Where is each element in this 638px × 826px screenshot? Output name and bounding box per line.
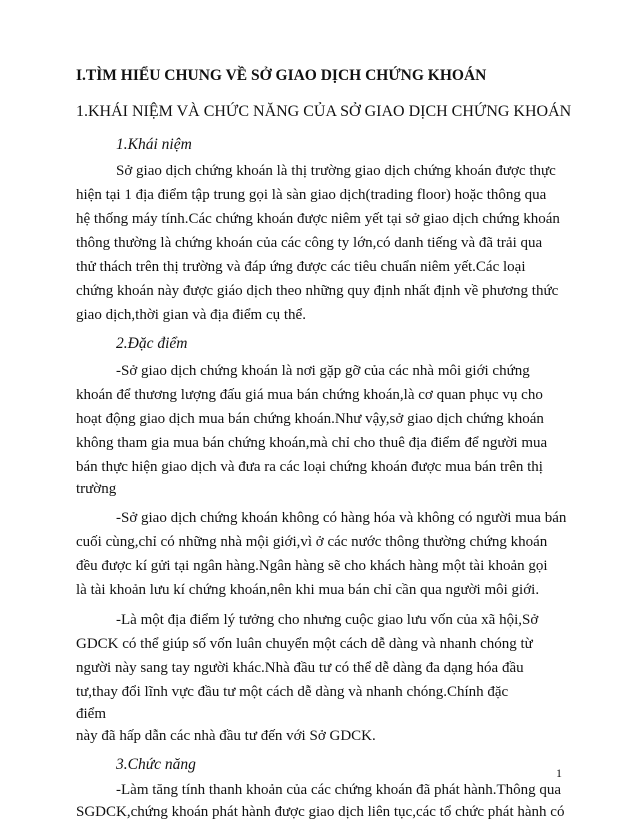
concept-line: hệ thống máy tính.Các chứng khoán được niêm yết tại sở giao dịch chứng khoán — [76, 211, 560, 227]
features-line: đều được kí gửi tại ngân hàng.Ngân hàng sẽ cho khách hàng một tài khoản gọi — [76, 558, 548, 574]
concept-line: thử thách trên thị trường và đáp ứng được các tiêu chuẩn niêm yết.Các loại — [76, 259, 526, 275]
features-line: -Sở giao dịch chứng khoán là nơi gặp gỡ của các nhà môi giới chứng — [116, 363, 530, 379]
subheading-concept: 1.Khái niệm — [116, 136, 192, 153]
concept-line: Sở giao dịch chứng khoán là thị trường giao dịch chứng khoán được thực — [116, 163, 556, 179]
features-line: -Sở giao dịch chứng khoán không có hàng hóa và không có người mua bán — [116, 510, 567, 526]
features-line: khoán để thương lượng đấu giá mua bán chứng khoán,là cơ quan phục vụ cho — [76, 387, 543, 403]
concept-line: thông thường là chứng khoán của các công ty lớn,có danh tiếng và đã trải qua — [76, 235, 543, 251]
subheading-functions: 3.Chức năng — [116, 756, 196, 773]
page-number: 1 — [556, 766, 562, 780]
functions-line: SGDCK,chứng khoán phát hành được giao dịch liên tục,các tổ chức phát hành có — [76, 804, 565, 820]
concept-line: giao dịch,thời gian và địa điểm cụ thể. — [76, 307, 306, 323]
main-heading: I.TÌM HIỂU CHUNG VỀ SỞ GIAO DỊCH CHỨNG KHOÁN — [76, 67, 487, 84]
subheading-features: 2.Đặc điểm — [116, 335, 188, 352]
features-line: không tham gia mua bán chứng khoán,mà chỉ cho thuê địa điểm để người mua — [76, 435, 548, 451]
features-line: này đã hấp dẫn các nhà đầu tư đến với Sở GDCK. — [76, 728, 376, 744]
features-line: hoạt động giao dịch mua bán chứng khoán.Như vậy,sở giao dịch chứng khoán — [76, 411, 544, 427]
concept-line: hiện tại 1 địa điểm tập trung gọi là sàn giao dịch(trading floor) hoặc thông qua — [76, 187, 547, 203]
features-line: bán thực hiện giao dịch và đưa ra các loại chứng khoán được mua bán trên thị — [76, 459, 543, 475]
features-line: GDCK có thể giúp số vốn luân chuyển một cách dễ dàng và nhanh chóng từ — [76, 636, 533, 652]
features-line: -Là một địa điểm lý tưởng cho nhưng cuộc giao lưu vốn của xã hội,Sở — [116, 612, 539, 628]
section-heading: 1.KHÁI NIỆM VÀ CHỨC NĂNG CỦA SỞ GIAO DỊCH CHỨNG KHOÁN — [76, 103, 572, 120]
features-line: tư,thay đổi lĩnh vực đầu tư một cách dễ dàng và nhanh chóng.Chính đặc — [76, 684, 509, 700]
features-line: trường — [76, 481, 117, 497]
features-line: điểm — [76, 706, 106, 722]
functions-line: -Làm tăng tính thanh khoản của các chứng khoán đã phát hành.Thông qua — [116, 782, 562, 798]
features-line: người này sang tay người khác.Nhà đầu tư có thể dễ dàng đa dạng hóa đầu — [76, 660, 524, 676]
features-line: là tài khoản lưu kí chứng khoán,nên khi mua bán chỉ cần qua người môi giới. — [76, 582, 540, 598]
features-line: cuối cùng,chỉ có những nhà mội giới,vì ở các nước thông thường chứng khoán — [76, 534, 548, 550]
concept-line: chứng khoán này được giáo dịch theo những quy định nhất định về phương thức — [76, 283, 559, 299]
